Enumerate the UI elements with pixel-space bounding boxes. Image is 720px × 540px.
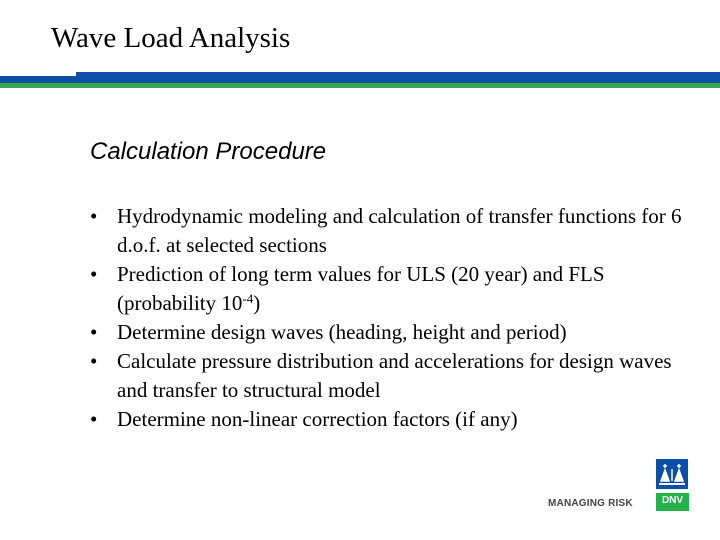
bullet-text: Calculate pressure distribution and accelerations for design waves and transfer to structural model bbox=[117, 349, 672, 402]
dnv-logo bbox=[548, 458, 713, 514]
crest-graphic bbox=[656, 459, 688, 489]
bullet-item bbox=[90, 405, 700, 434]
header-rule-green bbox=[0, 83, 720, 88]
dnv-logo-text: DNV bbox=[661, 495, 684, 506]
exponent: -4 bbox=[242, 291, 254, 306]
bullet-text bbox=[117, 262, 605, 315]
bullet-mark: • bbox=[90, 262, 98, 286]
dnv-badge bbox=[656, 493, 689, 511]
bullet-item bbox=[90, 347, 700, 405]
header-rule-blue bbox=[0, 72, 720, 83]
slide-title: Wave Load Analysis bbox=[51, 22, 291, 54]
bullet-text: Hydrodynamic modeling and calculation of transfer functions for 6 d.o.f. at selected sections bbox=[117, 204, 682, 257]
bullet-list bbox=[90, 202, 700, 434]
header-rule-notch bbox=[0, 72, 76, 76]
bullet-text-part: Prediction of long term values for ULS (20 year) and FLS (probability 10 bbox=[117, 262, 605, 315]
bullet-item bbox=[90, 260, 700, 318]
managing-risk-tagline: MANAGING RISK bbox=[548, 498, 633, 509]
bullet-text-part: ) bbox=[253, 291, 261, 315]
bullet-text: Determine design waves (heading, height and period) bbox=[117, 320, 567, 344]
bullet-text: Determine non-linear correction factors (if any) bbox=[117, 407, 518, 431]
section-subtitle: Calculation Procedure bbox=[90, 138, 327, 165]
bullet-item bbox=[90, 202, 700, 260]
bullet-item bbox=[90, 318, 700, 347]
bullet-mark: • bbox=[90, 349, 98, 373]
bullet-mark: • bbox=[90, 407, 98, 431]
crest-icon bbox=[656, 459, 688, 489]
bullet-mark: • bbox=[90, 320, 98, 344]
bullet-mark: • bbox=[90, 204, 98, 228]
